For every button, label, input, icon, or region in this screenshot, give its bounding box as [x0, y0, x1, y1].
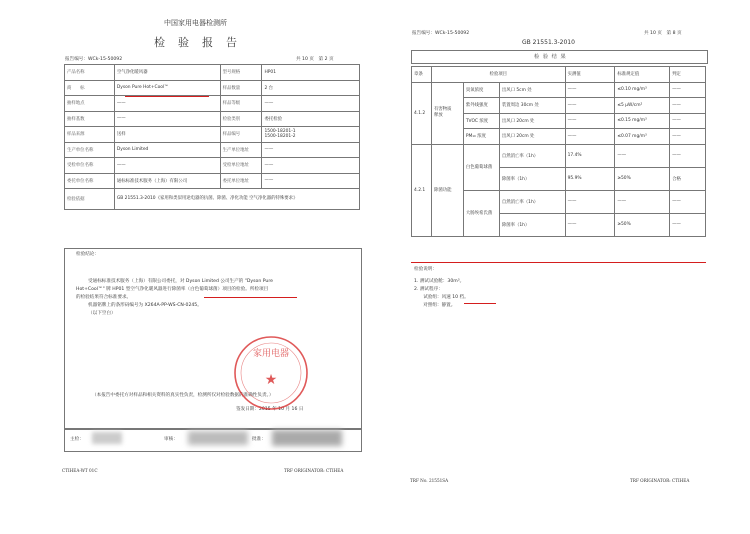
header-row	[412, 67, 706, 83]
result-cell: ≤0.07 mg/m³	[615, 129, 670, 145]
footer-left: CTIHEA-WT 01C	[62, 468, 98, 473]
result-cell: 自然消亡率（1h）	[499, 144, 565, 167]
svg-text:家用电器: 家用电器	[252, 349, 290, 359]
red-underline-speed	[464, 303, 496, 304]
result-cell: 装置周边 30cm 处	[499, 98, 565, 114]
result-cell: 17.4%	[565, 144, 615, 167]
result-cell: ≤0.10 mg/m³	[615, 82, 670, 98]
col-header-judgement: 判定	[670, 67, 706, 83]
field-value: Dyson Pure Hot+Cool™	[114, 80, 220, 96]
field-value: ——	[114, 158, 220, 174]
result-cell: ——	[670, 144, 706, 167]
approver-label: 批准：	[252, 437, 266, 442]
result-table	[411, 66, 706, 237]
signature-blur-3	[272, 430, 342, 446]
info-row	[65, 173, 360, 189]
disclaimer: （本报告中委托方对样品和相关资料的真实性负责，检测所仅对检验数据的准确性负责。）	[92, 393, 274, 398]
signature-blur-2	[188, 431, 248, 445]
field-label: 检验类别	[220, 111, 262, 127]
result-cell: 出风口 20cm 处	[499, 113, 565, 129]
result-cell: ≥50%	[615, 213, 670, 236]
notes-title: 检验说明：	[414, 267, 437, 272]
red-divider	[411, 262, 706, 263]
field-value: ——	[262, 142, 360, 158]
col-header-item: 检验项目	[431, 67, 565, 83]
field-label: 产品名称	[65, 65, 115, 81]
result-cell: ——	[670, 113, 706, 129]
note-line: 2. 测试程序：	[414, 287, 443, 292]
conclusion-label: 检验结论：	[76, 252, 99, 257]
field-value: 1500-18201-1 1500-18201-2	[262, 127, 360, 143]
note-line: 1. 测试试验舱：30m³。	[414, 279, 465, 284]
col-header-clause: 章条	[412, 67, 432, 83]
page-info: 共 10 页 第 8 页	[644, 31, 682, 36]
field-label: 受检单位名称	[65, 158, 115, 174]
result-cell: 出风口 5cm 处	[499, 82, 565, 98]
result-cell: ——	[565, 82, 615, 98]
info-row	[65, 80, 360, 96]
reviewer-label: 审核：	[164, 437, 178, 442]
field-label: 样品来源	[65, 127, 115, 143]
result-cell: ≤0.15 mg/m³	[615, 113, 670, 129]
result-cell: ——	[670, 82, 706, 98]
organism-cell: 大肠埃希氏菌	[463, 190, 499, 236]
note-line: 试验组：风速 10 档。	[414, 295, 469, 300]
field-label: 样品数量	[220, 80, 262, 96]
result-cell: ——	[670, 98, 706, 114]
clause-cell: 4.2.1	[412, 144, 432, 236]
field-value: ——	[262, 96, 360, 112]
result-cell: ≤5 μW/cm²	[615, 98, 670, 114]
result-cell: ——	[565, 213, 615, 236]
result-cell: 合格	[670, 167, 706, 190]
result-cell: ——	[670, 129, 706, 145]
report-page-8	[404, 22, 710, 518]
result-cell: ——	[615, 190, 670, 213]
clause-cell: 4.1.2	[412, 82, 432, 144]
col-header-measured: 实测值	[565, 67, 615, 83]
report-number: 报告编号：WCk-15-50092	[412, 31, 470, 36]
field-label: 抽样地点	[65, 96, 115, 112]
red-underline-brand	[125, 96, 209, 97]
field-value: 通标标准技术服务（上海）有限公司	[114, 173, 220, 189]
field-label: 商 标	[65, 80, 115, 96]
conclusion-box	[64, 248, 362, 430]
conclusion-line: 的检验结果符合标准要求。	[76, 295, 132, 300]
result-cell: PM₁₀ 浓度	[463, 129, 499, 145]
conclusion-line: （以下空白）	[88, 311, 116, 316]
footer-right: TRF ORIGINATOR: CTIHEA	[284, 468, 344, 473]
result-cell: 臭氧浓度	[463, 82, 499, 98]
result-cell: ——	[565, 98, 615, 114]
field-label: 型号规格	[220, 65, 262, 81]
organism-cell: 白色葡萄球菌	[463, 144, 499, 190]
result-cell: 出风口 20cm 处	[499, 129, 565, 145]
report-page-2	[52, 8, 364, 518]
note-line: 对照组：静置。	[414, 303, 456, 308]
result-cell: 95.9%	[565, 167, 615, 190]
info-row	[65, 96, 360, 112]
field-value: 送样	[114, 127, 220, 143]
red-underline-test	[204, 297, 297, 298]
group-name-cell: 有害物质 释放	[431, 82, 463, 144]
footer-right: TRF ORIGINATOR: CTIHEA	[630, 478, 690, 483]
field-value: ——	[114, 111, 220, 127]
info-row	[65, 142, 360, 158]
field-label: 委托单位地址	[220, 173, 262, 189]
result-cell: ——	[565, 129, 615, 145]
result-row	[412, 144, 706, 167]
field-value: 委托检验	[262, 111, 360, 127]
field-label: 抽样基数	[65, 111, 115, 127]
field-value: ——	[114, 96, 220, 112]
page-info: 共 10 页 第 2 页	[296, 57, 334, 62]
field-label: 委托单位名称	[65, 173, 115, 189]
result-cell: 除菌率（1h）	[499, 213, 565, 236]
issue-date: 签发日期：2015 年 10 月 16 日	[236, 407, 304, 412]
result-cell: ≥50%	[615, 167, 670, 190]
result-cell: 除菌率（1h）	[499, 167, 565, 190]
result-cell: 紫外线强度	[463, 98, 499, 114]
result-cell: ——	[615, 144, 670, 167]
result-cell: ——	[670, 213, 706, 236]
field-label: 生产单位名称	[65, 142, 115, 158]
standard-title: GB 21551.3-2010	[522, 39, 575, 46]
info-table	[64, 64, 360, 210]
basis-label: 检验依据	[65, 189, 115, 210]
field-value: Dyson Limited	[114, 142, 220, 158]
result-row	[412, 82, 706, 98]
report-title: 检 验 报 告	[154, 36, 238, 49]
info-row	[65, 65, 360, 81]
field-label: 受检单位地址	[220, 158, 262, 174]
institute-name: 中国家用电器检测所	[164, 19, 227, 27]
info-row	[65, 111, 360, 127]
field-value: 空气净化暖风器	[114, 65, 220, 81]
result-cell: 自然消亡率（1h）	[499, 190, 565, 213]
field-value: HP01	[262, 65, 360, 81]
group-name-cell: 除菌功能	[431, 144, 463, 236]
field-value: ——	[262, 173, 360, 189]
svg-text:★: ★	[264, 372, 278, 388]
field-value: ——	[262, 158, 360, 174]
report-number: 报告编号：WCk-15-50092	[65, 57, 123, 62]
field-label: 样品等级	[220, 96, 262, 112]
conclusion-line: Hot+Cool™" 牌 HP01 型空气净化暖风器进行除菌率（白色葡萄球菌）项目的检验。所检项目	[76, 287, 269, 292]
basis-value: GB 21551.3-2010《家用和类似用途电器的抗菌、除菌、净化功能 空气净化器的特殊要求》	[114, 189, 359, 210]
col-header-standard: 标准规定值	[615, 67, 670, 83]
official-stamp	[232, 334, 310, 412]
field-value: 2 台	[262, 80, 360, 96]
result-cell: ——	[670, 190, 706, 213]
conclusion-line: 受通标标准技术服务（上海）有限公司委托，对 Dyson Limited 公司生产的 "Dyson Pure	[88, 279, 273, 284]
footer-left: TRF No. 21551SA	[410, 478, 449, 483]
chief-inspector-label: 主检：	[70, 437, 84, 442]
result-cell: ——	[565, 190, 615, 213]
result-cell: TVOC 浓度	[463, 113, 499, 129]
result-cell: ——	[565, 113, 615, 129]
info-row	[65, 158, 360, 174]
field-label: 样品编号	[220, 127, 262, 143]
basis-row	[65, 189, 360, 210]
signature-blur-1	[92, 432, 122, 444]
field-label: 生产单位地址	[220, 142, 262, 158]
section-title: 检 验 结 果	[534, 54, 567, 60]
info-row	[65, 127, 360, 143]
conclusion-line: 机器铭牌上的条形码编号为 X264A-PP-WS-CN-0245。	[88, 303, 202, 308]
